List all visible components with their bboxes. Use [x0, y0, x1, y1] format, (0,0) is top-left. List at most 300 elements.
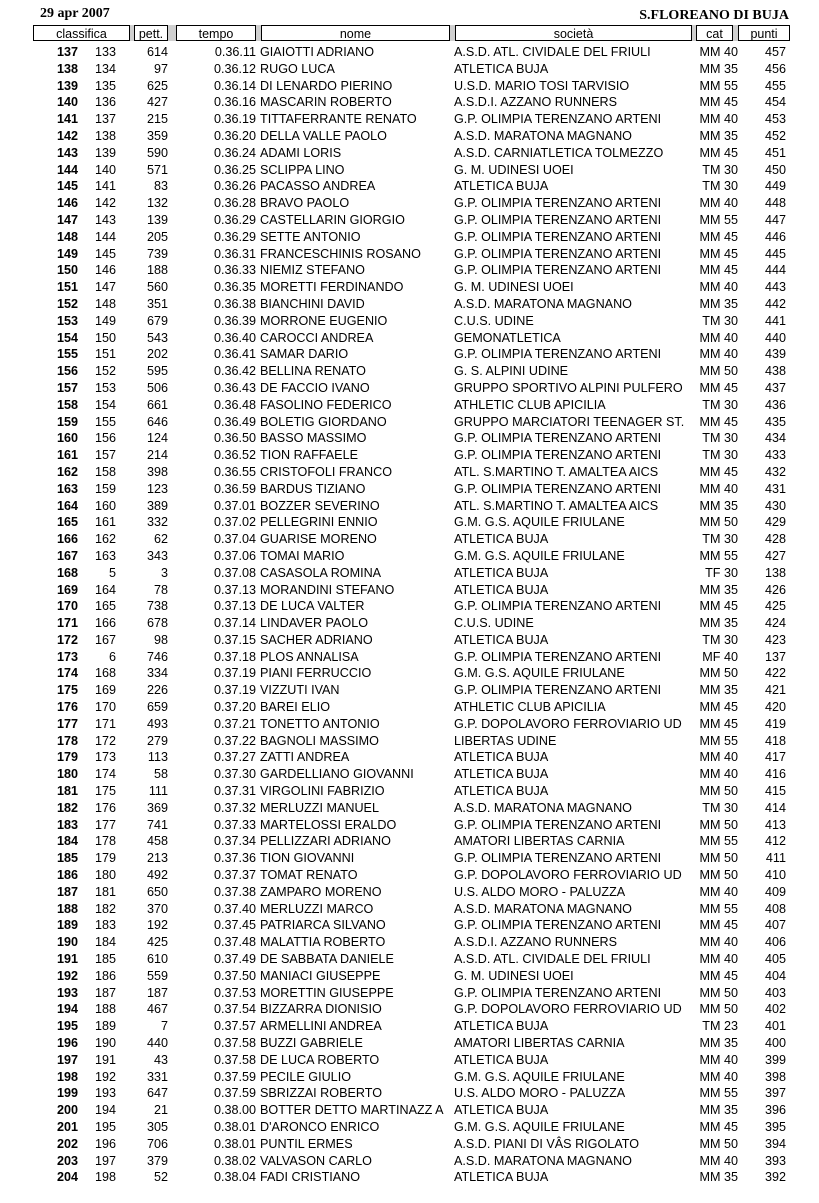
cell-pettorale: 659 — [146, 700, 168, 715]
table-row — [33, 162, 790, 179]
cell-classifica: 165 — [56, 515, 78, 530]
cell-pettorale: 279 — [146, 733, 168, 748]
cell-cat: MM 55 — [699, 78, 738, 93]
cell-pettorale: 113 — [147, 750, 168, 765]
cell-cat: MM 45 — [699, 918, 738, 933]
cell-classifica-cat: 189 — [94, 1019, 116, 1034]
cell-pettorale: 43 — [153, 1052, 168, 1067]
cell-classifica: 176 — [56, 700, 78, 715]
cell-classifica: 197 — [56, 1052, 78, 1067]
cell-nome: DELLA VALLE PAOLO — [260, 128, 387, 143]
cell-punti: 394 — [764, 1136, 786, 1151]
cell-classifica: 161 — [56, 448, 78, 463]
cell-tempo: 0.37.18 — [213, 649, 256, 664]
cell-classifica-cat: 192 — [94, 1069, 116, 1084]
cell-societa: ATLETICA BUJA — [454, 750, 549, 765]
cell-societa: G. M. UDINESI UOEI — [454, 162, 574, 177]
cell-tempo: 0.37.14 — [213, 616, 256, 631]
cell-cat: MM 40 — [699, 884, 738, 899]
cell-punti: 414 — [764, 800, 786, 815]
cell-classifica-cat: 153 — [94, 380, 116, 395]
table-row — [33, 128, 790, 145]
cell-societa: G.P. OLIMPIA TERENZANO ARTENI — [454, 683, 662, 698]
table-row — [33, 531, 790, 548]
cell-societa: G.P. OLIMPIA TERENZANO ARTENI — [454, 599, 662, 614]
cell-cat: TM 23 — [702, 1019, 738, 1034]
cell-societa: G.P. OLIMPIA TERENZANO ARTENI — [454, 229, 662, 244]
cell-nome: BELLINA RENATO — [260, 364, 366, 379]
cell-classifica: 204 — [56, 1170, 78, 1185]
cell-nome: TITTAFERRANTE RENATO — [260, 112, 417, 127]
cell-societa: G.P. OLIMPIA TERENZANO ARTENI — [454, 246, 662, 261]
cell-classifica: 155 — [56, 347, 78, 362]
cell-societa: A.S.D.I. AZZANO RUNNERS — [454, 935, 618, 950]
table-row — [33, 262, 790, 279]
cell-punti: 420 — [764, 700, 786, 715]
table-row — [33, 766, 790, 783]
cell-nome: BRAVO PAOLO — [260, 196, 350, 211]
col-header-cat: cat — [696, 25, 733, 41]
col-header-nome: nome — [261, 25, 450, 41]
page-header — [0, 6, 819, 24]
cell-classifica: 166 — [56, 532, 78, 547]
cell-nome: TONETTO ANTONIO — [260, 716, 380, 731]
cell-societa: A.S.D. MARATONA MAGNANO — [454, 901, 632, 916]
cell-pettorale: 332 — [146, 515, 168, 530]
cell-classifica-cat: 5 — [108, 565, 116, 580]
cell-societa: G.P. DOPOLAVORO FERROVIARIO UD — [454, 1002, 682, 1017]
cell-tempo: 0.36.29 — [213, 212, 256, 227]
cell-punti: 405 — [764, 952, 786, 967]
cell-cat: MM 50 — [699, 515, 738, 530]
cell-tempo: 0.37.38 — [213, 884, 256, 899]
cell-societa: A.S.D. ATL. CIVIDALE DEL FRIULI — [454, 952, 651, 967]
cell-societa: G.P. OLIMPIA TERENZANO ARTENI — [454, 347, 662, 362]
cell-cat: TF 30 — [705, 565, 738, 580]
cell-nome: CAROCCI ANDREA — [260, 330, 374, 345]
cell-pettorale: 351 — [146, 296, 168, 311]
cell-punti: 393 — [764, 1153, 786, 1168]
cell-nome: CASTELLARIN GIORGIO — [260, 212, 405, 227]
table-row — [33, 1169, 790, 1186]
cell-pettorale: 52 — [153, 1170, 168, 1185]
cell-pettorale: 7 — [160, 1019, 168, 1034]
cell-pettorale: 661 — [146, 397, 168, 412]
cell-classifica: 158 — [56, 397, 78, 412]
table-row — [33, 917, 790, 934]
cell-societa: ATLETICA BUJA — [454, 582, 549, 597]
cell-classifica-cat: 148 — [94, 296, 116, 311]
cell-pettorale: 205 — [146, 229, 168, 244]
cell-nome: ZAMPARO MORENO — [260, 884, 382, 899]
table-row — [33, 330, 790, 347]
cell-classifica-cat: 154 — [94, 397, 116, 412]
cell-societa: G.P. OLIMPIA TERENZANO ARTENI — [454, 851, 662, 866]
cell-pettorale: 493 — [146, 716, 168, 731]
cell-classifica-cat: 134 — [94, 61, 116, 76]
cell-societa: G.P. OLIMPIA TERENZANO ARTENI — [454, 918, 662, 933]
cell-societa: GRUPPO MARCIATORI TEENAGER ST. — [454, 414, 685, 429]
cell-punti: 425 — [764, 599, 786, 614]
cell-nome: MORETTI FERDINANDO — [260, 280, 404, 295]
cell-nome: ZATTI ANDREA — [260, 750, 350, 765]
cell-societa: ATLETICA BUJA — [454, 632, 549, 647]
cell-classifica-cat: 175 — [94, 784, 116, 799]
table-row — [33, 598, 790, 615]
cell-societa: G.P. OLIMPIA TERENZANO ARTENI — [454, 431, 662, 446]
cell-classifica-cat: 158 — [94, 464, 116, 479]
cell-pettorale: 590 — [146, 145, 168, 160]
cell-cat: MM 45 — [699, 246, 738, 261]
cell-tempo: 0.36.35 — [213, 280, 256, 295]
cell-cat: TM 30 — [702, 632, 738, 647]
cell-pettorale: 679 — [146, 313, 168, 328]
cell-pettorale: 3 — [160, 565, 168, 580]
cell-classifica: 142 — [56, 128, 78, 143]
cell-classifica-cat: 190 — [94, 1036, 116, 1051]
table-row — [33, 380, 790, 397]
cell-punti: 432 — [764, 464, 786, 479]
cell-punti: 457 — [764, 45, 786, 59]
cell-societa: ATLETICA BUJA — [454, 532, 549, 547]
cell-classifica-cat: 145 — [94, 246, 116, 261]
cell-classifica-cat: 184 — [94, 935, 116, 950]
cell-pettorale: 739 — [146, 246, 168, 261]
cell-societa: A.S.D. ATL. CIVIDALE DEL FRIULI — [454, 45, 651, 59]
cell-pettorale: 98 — [153, 632, 168, 647]
cell-classifica: 195 — [56, 1019, 78, 1034]
cell-classifica-cat: 150 — [94, 330, 116, 345]
cell-cat: MM 50 — [699, 851, 738, 866]
cell-classifica: 170 — [56, 599, 78, 614]
table-row — [33, 1153, 790, 1170]
cell-classifica-cat: 147 — [94, 280, 116, 295]
table-row — [33, 699, 790, 716]
cell-classifica: 145 — [56, 179, 78, 194]
cell-societa: GEMONATLETICA — [454, 330, 561, 345]
cell-classifica-cat: 197 — [94, 1153, 116, 1168]
cell-tempo: 0.37.58 — [213, 1036, 256, 1051]
cell-tempo: 0.37.54 — [213, 1002, 256, 1017]
cell-classifica: 151 — [56, 280, 78, 295]
cell-punti: 431 — [764, 481, 786, 496]
cell-tempo: 0.36.25 — [213, 162, 256, 177]
cell-punti: 421 — [764, 683, 786, 698]
cell-classifica-cat: 141 — [94, 179, 116, 194]
cell-classifica: 178 — [56, 733, 78, 748]
table-row — [33, 615, 790, 632]
cell-tempo: 0.37.49 — [213, 952, 256, 967]
cell-tempo: 0.37.04 — [213, 532, 256, 547]
cell-cat: MM 55 — [699, 212, 738, 227]
cell-classifica-cat: 149 — [94, 313, 116, 328]
cell-pettorale: 83 — [153, 179, 168, 194]
cell-nome: PUNTIL ERMES — [260, 1136, 353, 1151]
cell-nome: FASOLINO FEDERICO — [260, 397, 392, 412]
table-row — [33, 817, 790, 834]
cell-punti: 397 — [764, 1086, 786, 1101]
cell-pettorale: 213 — [146, 851, 168, 866]
cell-nome: MARTELOSSI ERALDO — [260, 817, 397, 832]
cell-cat: MM 50 — [699, 985, 738, 1000]
cell-nome: BOTTER DETTO MARTINAZZ A — [260, 1103, 444, 1118]
table-row — [33, 212, 790, 229]
table-row — [33, 61, 790, 78]
cell-nome: FRANCESCHINIS ROSANO — [260, 246, 421, 261]
cell-pettorale: 741 — [146, 817, 168, 832]
cell-cat: MM 50 — [699, 1002, 738, 1017]
table-row — [33, 397, 790, 414]
cell-classifica-cat: 155 — [94, 414, 116, 429]
cell-punti: 426 — [764, 582, 786, 597]
cell-classifica-cat: 186 — [94, 968, 116, 983]
cell-societa: C.U.S. UDINE — [454, 313, 534, 328]
cell-punti: 436 — [764, 397, 786, 412]
cell-cat: MM 50 — [699, 868, 738, 883]
cell-cat: MM 50 — [699, 1136, 738, 1151]
cell-tempo: 0.38.02 — [213, 1153, 256, 1168]
table-row — [33, 296, 790, 313]
cell-cat: MM 50 — [699, 364, 738, 379]
cell-classifica: 159 — [56, 414, 78, 429]
cell-nome: SETTE ANTONIO — [260, 229, 361, 244]
table-row — [33, 279, 790, 296]
cell-tempo: 0.37.15 — [213, 632, 256, 647]
cell-tempo: 0.38.00 — [213, 1103, 256, 1118]
cell-tempo: 0.36.12 — [213, 61, 256, 76]
cell-nome: D'ARONCO ENRICO — [260, 1120, 380, 1134]
cell-tempo: 0.36.49 — [213, 414, 256, 429]
cell-societa: ATLETICA BUJA — [454, 1019, 549, 1034]
cell-cat: MM 45 — [699, 464, 738, 479]
cell-pettorale: 123 — [146, 481, 168, 496]
table-row — [33, 1052, 790, 1069]
cell-nome: SAMAR DARIO — [260, 347, 349, 362]
cell-tempo: 0.36.28 — [213, 196, 256, 211]
cell-classifica-cat: 151 — [94, 347, 116, 362]
cell-classifica: 164 — [56, 498, 78, 513]
table-row — [33, 246, 790, 263]
race-date: 29 apr 2007 — [40, 6, 110, 21]
table-row — [33, 447, 790, 464]
cell-cat: TM 30 — [702, 162, 738, 177]
cell-punti: 410 — [764, 868, 786, 883]
cell-nome: PELLIZZARI ADRIANO — [260, 834, 391, 849]
cell-classifica: 137 — [56, 45, 78, 59]
cell-punti: 408 — [764, 901, 786, 916]
table-row — [33, 951, 790, 968]
cell-tempo: 0.37.31 — [213, 784, 256, 799]
cell-societa: A.S.D. MARATONA MAGNANO — [454, 1153, 632, 1168]
cell-societa: G.P. OLIMPIA TERENZANO ARTENI — [454, 481, 662, 496]
cell-tempo: 0.36.29 — [213, 229, 256, 244]
cell-tempo: 0.36.16 — [213, 95, 256, 110]
cell-societa: U.S. ALDO MORO - PALUZZA — [454, 884, 626, 899]
cell-cat: MM 40 — [699, 347, 738, 362]
cell-punti: 449 — [764, 179, 786, 194]
cell-classifica: 152 — [56, 296, 78, 311]
cell-punti: 443 — [764, 280, 786, 295]
table-row — [33, 229, 790, 246]
cell-classifica: 203 — [56, 1153, 78, 1168]
cell-classifica: 168 — [56, 565, 78, 580]
table-row — [33, 313, 790, 330]
cell-societa: G.P. OLIMPIA TERENZANO ARTENI — [454, 212, 662, 227]
table-row — [33, 1001, 790, 1018]
cell-punti: 439 — [764, 347, 786, 362]
cell-nome: ARMELLINI ANDREA — [260, 1019, 382, 1034]
cell-tempo: 0.37.19 — [213, 683, 256, 698]
table-row — [33, 464, 790, 481]
cell-punti: 400 — [764, 1036, 786, 1051]
cell-nome: MORRONE EUGENIO — [260, 313, 388, 328]
cell-societa: G.M. G.S. AQUILE FRIULANE — [454, 515, 625, 530]
cell-nome: TION RAFFAELE — [260, 448, 358, 463]
cell-pettorale: 543 — [146, 330, 168, 345]
cell-classifica: 199 — [56, 1086, 78, 1101]
cell-classifica: 150 — [56, 263, 78, 278]
cell-cat: MM 45 — [699, 380, 738, 395]
table-row — [33, 749, 790, 766]
cell-nome: PLOS ANNALISA — [260, 649, 359, 664]
cell-classifica-cat: 194 — [94, 1103, 116, 1118]
table-row — [33, 1119, 790, 1136]
cell-tempo: 0.36.26 — [213, 179, 256, 194]
cell-classifica: 171 — [56, 616, 78, 631]
cell-cat: MM 35 — [699, 582, 738, 597]
cell-classifica-cat: 185 — [94, 952, 116, 967]
cell-pettorale: 610 — [146, 952, 168, 967]
cell-pettorale: 214 — [146, 448, 168, 463]
cell-pettorale: 139 — [146, 212, 168, 227]
cell-tempo: 0.37.13 — [213, 599, 256, 614]
table-row — [33, 111, 790, 128]
cell-societa: ATL. S.MARTINO T. AMALTEA AICS — [454, 498, 659, 513]
cell-punti: 402 — [764, 1002, 786, 1017]
results-body — [33, 44, 790, 1186]
cell-classifica-cat: 172 — [94, 733, 116, 748]
cell-cat: MM 40 — [699, 1153, 738, 1168]
cell-punti: 403 — [764, 985, 786, 1000]
table-row — [33, 582, 790, 599]
cell-societa: ATLETICA BUJA — [454, 61, 549, 76]
cell-cat: MM 40 — [699, 750, 738, 765]
cell-cat: MM 55 — [699, 1086, 738, 1101]
cell-societa: A.S.D. MARATONA MAGNANO — [454, 128, 632, 143]
cell-nome: TION GIOVANNI — [260, 851, 355, 866]
cell-nome: MORANDINI STEFANO — [260, 582, 395, 597]
cell-tempo: 0.38.01 — [213, 1136, 256, 1151]
cell-nome: TOMAT RENATO — [260, 868, 358, 883]
cell-tempo: 0.36.24 — [213, 145, 256, 160]
cell-nome: PELLEGRINI ENNIO — [260, 515, 378, 530]
cell-tempo: 0.36.20 — [213, 128, 256, 143]
cell-classifica: 187 — [56, 884, 78, 899]
cell-punti: 423 — [764, 632, 786, 647]
cell-societa: G.P. OLIMPIA TERENZANO ARTENI — [454, 985, 662, 1000]
cell-societa: ATHLETIC CLUB APICILIA — [454, 700, 606, 715]
cell-punti: 444 — [764, 263, 786, 278]
cell-cat: MM 40 — [699, 1069, 738, 1084]
cell-cat: MM 35 — [699, 1036, 738, 1051]
cell-classifica-cat: 177 — [94, 817, 116, 832]
cell-classifica-cat: 165 — [94, 599, 116, 614]
cell-pettorale: 678 — [146, 616, 168, 631]
cell-tempo: 0.37.27 — [213, 750, 256, 765]
cell-cat: TM 30 — [702, 179, 738, 194]
cell-classifica: 202 — [56, 1136, 78, 1151]
cell-societa: G.M. G.S. AQUILE FRIULANE — [454, 548, 625, 563]
cell-classifica: 162 — [56, 464, 78, 479]
cell-tempo: 0.37.50 — [213, 968, 256, 983]
cell-classifica-cat: 170 — [94, 700, 116, 715]
cell-pettorale: 625 — [146, 78, 168, 93]
cell-classifica: 189 — [56, 918, 78, 933]
cell-punti: 440 — [764, 330, 786, 345]
cell-societa: ATHLETIC CLUB APICILIA — [454, 397, 606, 412]
cell-classifica: 156 — [56, 364, 78, 379]
cell-pettorale: 646 — [146, 414, 168, 429]
col-header-societa: società — [455, 25, 692, 41]
cell-punti: 430 — [764, 498, 786, 513]
cell-punti: 412 — [764, 834, 786, 849]
cell-classifica: 167 — [56, 548, 78, 563]
cell-punti: 392 — [764, 1170, 786, 1185]
cell-tempo: 0.37.36 — [213, 851, 256, 866]
cell-classifica-cat: 138 — [94, 128, 116, 143]
cell-tempo: 0.37.32 — [213, 800, 256, 815]
cell-nome: SACHER ADRIANO — [260, 632, 373, 647]
cell-cat: MM 45 — [699, 968, 738, 983]
cell-nome: RUGO LUCA — [260, 61, 335, 76]
cell-societa: AMATORI LIBERTAS CARNIA — [454, 834, 625, 849]
cell-nome: MERLUZZI MARCO — [260, 901, 374, 916]
cell-cat: MM 55 — [699, 733, 738, 748]
table-row — [33, 884, 790, 901]
cell-nome: GARDELLIANO GIOVANNI — [260, 767, 414, 782]
cell-nome: DE LUCA ROBERTO — [260, 1052, 380, 1067]
cell-cat: MM 45 — [699, 414, 738, 429]
cell-punti: 433 — [764, 448, 786, 463]
cell-pettorale: 614 — [146, 45, 168, 59]
cell-punti: 441 — [764, 313, 786, 328]
results-table — [33, 44, 790, 1186]
cell-classifica: 190 — [56, 935, 78, 950]
cell-societa: U.S. ALDO MORO - PALUZZA — [454, 1086, 626, 1101]
cell-tempo: 0.37.33 — [213, 817, 256, 832]
cell-pettorale: 124 — [146, 431, 168, 446]
cell-classifica-cat: 183 — [94, 918, 116, 933]
cell-tempo: 0.37.58 — [213, 1052, 256, 1067]
cell-punti: 437 — [764, 380, 786, 395]
cell-nome: MANIACI GIUSEPPE — [260, 968, 381, 983]
cell-classifica: 146 — [56, 196, 78, 211]
cell-cat: MM 50 — [699, 784, 738, 799]
cell-tempo: 0.36.42 — [213, 364, 256, 379]
cell-nome: CASASOLA ROMINA — [260, 565, 382, 580]
table-row — [33, 1102, 790, 1119]
table-row — [33, 78, 790, 95]
cell-cat: MM 40 — [699, 767, 738, 782]
cell-punti: 447 — [764, 212, 786, 227]
cell-cat: TM 30 — [702, 800, 738, 815]
cell-tempo: 0.37.45 — [213, 918, 256, 933]
table-row — [33, 833, 790, 850]
cell-classifica: 147 — [56, 212, 78, 227]
cell-punti: 446 — [764, 229, 786, 244]
cell-cat: MM 45 — [699, 95, 738, 110]
cell-pettorale: 62 — [153, 532, 168, 547]
